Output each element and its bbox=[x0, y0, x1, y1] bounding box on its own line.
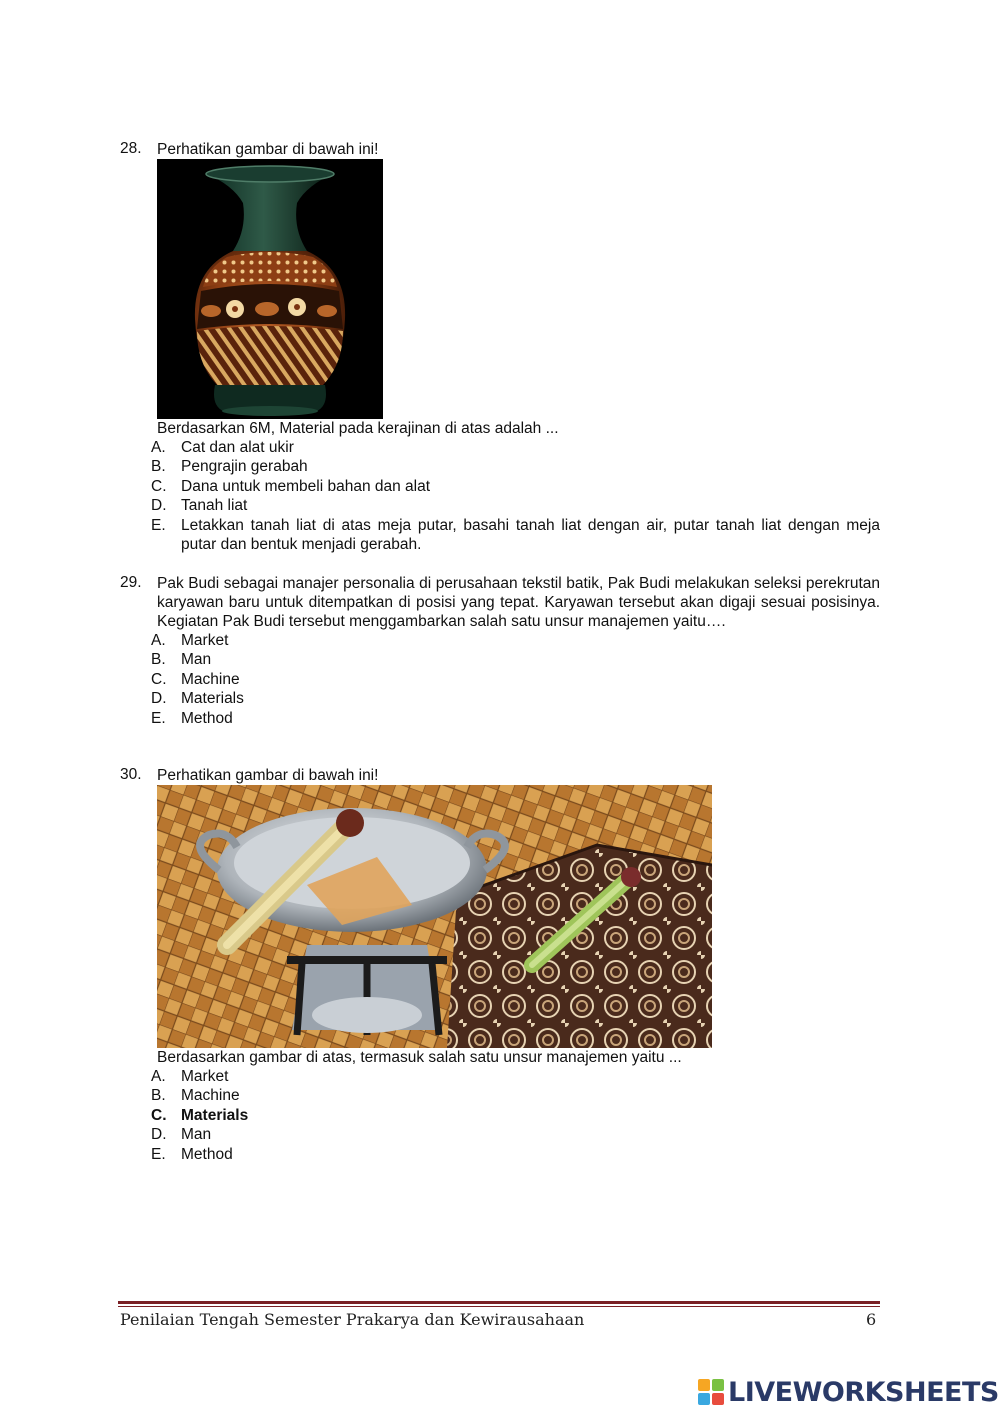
option-list bbox=[151, 631, 880, 728]
footer-title: Penilaian Tengah Semester Prakarya dan Kewirausahaan bbox=[120, 1310, 585, 1329]
option-c[interactable]: C. Machine bbox=[151, 670, 240, 688]
question-text: Pak Budi sebagai manajer personalia di perusahaan tekstil batik, Pak Budi melakukan seleksi perekrutan karyawan baru untuk ditempatkan di posisi yang tepat. Karyawan tersebut akan digaji sesuai posisinya. Kegiatan Pak Budi tersebut menggambarkan salah satu unsur manajemen yaitu…. bbox=[157, 575, 880, 630]
option-d[interactable]: D. Materials bbox=[151, 690, 244, 708]
footer-divider bbox=[118, 1301, 880, 1304]
logo-square-1 bbox=[698, 1379, 710, 1391]
option-d[interactable]: D. Man bbox=[151, 1126, 212, 1144]
liveworksheets-brand[interactable] bbox=[698, 1376, 999, 1408]
option-b[interactable]: B. Machine bbox=[151, 1087, 240, 1105]
question-caption: Berdasarkan 6M, Material pada kerajinan di atas adalah ... bbox=[157, 420, 559, 437]
option-a[interactable]: A. Market bbox=[151, 1068, 229, 1085]
option-list bbox=[151, 1067, 880, 1164]
option-b[interactable]: B. Pengrajin gerabah bbox=[151, 458, 308, 476]
question-number: 29. bbox=[120, 574, 142, 591]
option-c[interactable]: C. Dana untuk membeli bahan dan alat bbox=[151, 477, 431, 495]
question-30 bbox=[120, 766, 880, 1164]
option-list bbox=[151, 438, 880, 554]
logo-square-2 bbox=[712, 1379, 724, 1391]
canting-wax-image bbox=[157, 785, 712, 1048]
page-number: 6 bbox=[866, 1310, 877, 1329]
question-prompt: Perhatikan gambar di bawah ini! bbox=[157, 141, 379, 158]
question-28 bbox=[120, 140, 880, 554]
option-c[interactable]: C. Materials bbox=[151, 1106, 249, 1124]
option-d[interactable]: D. Tanah liat bbox=[151, 497, 248, 515]
logo-square-4 bbox=[712, 1393, 724, 1405]
brand-name: LIVEWORKSHEETS bbox=[728, 1376, 999, 1408]
option-a[interactable]: A. Market bbox=[151, 632, 229, 649]
question-caption: Berdasarkan gambar di atas, termasuk salah satu unsur manajemen yaitu ... bbox=[157, 1049, 682, 1066]
option-b[interactable]: B. Man bbox=[151, 651, 212, 669]
logo-square-3 bbox=[698, 1393, 710, 1405]
question-number: 30. bbox=[120, 766, 142, 783]
question-29 bbox=[120, 574, 880, 728]
option-e[interactable]: E. Method bbox=[151, 709, 233, 727]
vase-image bbox=[157, 159, 383, 419]
question-prompt: Perhatikan gambar di bawah ini! bbox=[157, 767, 379, 784]
question-number: 28. bbox=[120, 140, 142, 157]
option-a[interactable]: A. Cat dan alat ukir bbox=[151, 439, 294, 456]
footer-divider-thin bbox=[118, 1306, 880, 1307]
liveworksheets-logo-icon bbox=[698, 1379, 724, 1405]
option-e[interactable]: E. Letakkan tanah liat di atas meja putar, basahi tanah liat dengan air, putar tanah liat dengan meja putar dan bentuk menjadi gerabah. bbox=[151, 516, 880, 554]
option-e[interactable]: E. Method bbox=[151, 1145, 233, 1163]
